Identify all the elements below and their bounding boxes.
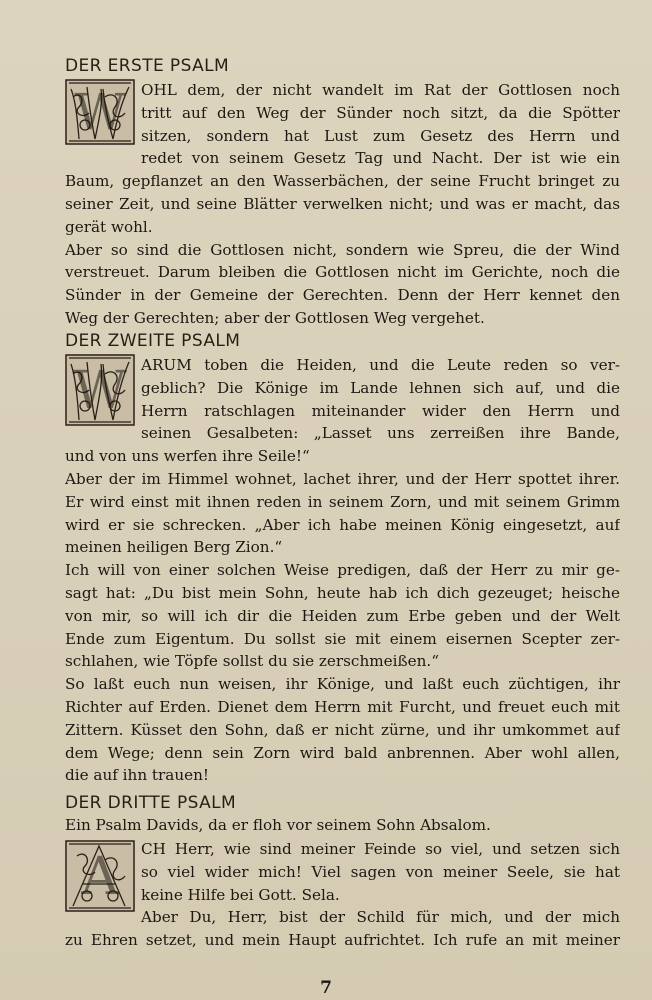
text-line: sitzen, sondern hat Lust zum Gesetz des Herrn und bbox=[141, 126, 620, 145]
text-line: von mir, so will ich dir die Heiden zum Erbe geben und der Welt bbox=[65, 606, 620, 625]
text-line: seinen Gesalbeten: „Lasset uns zerreißen ihre Bande, bbox=[141, 424, 620, 443]
text-line: Ich will von einer solchen Weise predigen, daß der Herr zu mir ge- bbox=[65, 561, 620, 580]
text-line: tritt auf den Weg der Sünder noch sitzt, da die Spötter bbox=[141, 103, 620, 122]
psalm-3-body bbox=[65, 838, 620, 952]
psalm-2-body bbox=[65, 354, 620, 787]
psalm-1-heading: DER ERSTE PSALM bbox=[65, 56, 230, 76]
psalm-1 bbox=[65, 55, 620, 327]
text-line: keine Hilfe bei Gott. Sela. bbox=[141, 885, 340, 904]
text-line: Aber Du, Herr, bist der Schild für mich, und der mich bbox=[141, 908, 620, 927]
text-line: redet von seinem Gesetz Tag und Nacht. Der ist wie ein bbox=[141, 149, 620, 168]
text-line: so viel wider mich! Viel sagen von meiner Seele, sie hat bbox=[141, 862, 620, 881]
text-line: meinen heiligen Berg Zion.“ bbox=[65, 538, 283, 557]
text-line: Herrn ratschlagen miteinander wider den Herrn und bbox=[141, 401, 620, 420]
text-line: dem Wege; denn sein Zorn wird bald anbrennen. Aber wohl allen, bbox=[65, 743, 620, 762]
text-line: wird er sie schrecken. „Aber ich habe meinen König eingesetzt, auf bbox=[65, 515, 620, 534]
text-line: zu Ehren setzet, und mein Haupt aufrichtet. Ich rufe an mit meiner bbox=[65, 931, 620, 950]
psalm-1-body bbox=[65, 79, 620, 330]
psalm-3-subtitle: Ein Psalm Davids, da er floh vor seinem Sohn Absalom. bbox=[65, 816, 491, 834]
text-line: Weg der Gerechten; aber der Gottlosen Weg vergehet. bbox=[65, 308, 485, 327]
text-line: OHL dem, der nicht wandelt im Rat der Gottlosen noch bbox=[141, 81, 620, 99]
text-line: die auf ihn trauen! bbox=[65, 766, 209, 785]
text-line: Aber so sind die Gottlosen nicht, sondern wie Spreu, die der Wind bbox=[65, 240, 620, 259]
psalm-3-initial-letter: A bbox=[81, 847, 119, 907]
psalm-2-heading: DER ZWEITE PSALM bbox=[65, 331, 241, 351]
psalm-3 bbox=[65, 792, 620, 950]
text-line: sagt hat: „Du bist mein Sohn, heute hab ich dich gezeuget; heische bbox=[65, 583, 620, 602]
text-line: So laßt euch nun weisen, ihr Könige, und laßt euch züchtigen, ihr bbox=[65, 675, 620, 694]
text-line: Ende zum Eigentum. Du sollst sie mit einem eisernen Scepter zer- bbox=[65, 629, 620, 648]
psalm-1-initial-letter: W bbox=[74, 83, 126, 141]
text-line: Er wird einst mit ihnen reden in seinem Zorn, und mit seinem Grimm bbox=[65, 492, 620, 511]
text-line: Baum, gepflanzet an den Wasserbächen, der seine Frucht bringet zu bbox=[65, 172, 620, 191]
text-line: geblich? Die Könige im Lande lehnen sich auf, und die bbox=[141, 378, 620, 397]
text-line: Richter auf Erden. Dienet dem Herrn mit Furcht, und freuet euch mit bbox=[65, 697, 620, 716]
psalm-3-heading: DER DRITTE PSALM bbox=[65, 793, 237, 813]
text-line: ARUM toben die Heiden, und die Leute reden so ver- bbox=[141, 356, 620, 374]
psalm-2 bbox=[65, 330, 620, 785]
text-line: Sünder in der Gemeine der Gerechten. Denn der Herr kennet den bbox=[65, 286, 620, 305]
text-line: Zittern. Küsset den Sohn, daß er nicht zürne, und ihr umkommet auf bbox=[65, 720, 620, 739]
text-line: Aber der im Himmel wohnet, lachet ihrer, und der Herr spottet ihrer. bbox=[65, 469, 620, 488]
psalm-2-initial-letter: W bbox=[73, 361, 127, 421]
page-number: 7 bbox=[320, 978, 332, 998]
text-line: gerät wohl. bbox=[65, 217, 153, 236]
text-line: CH Herr, wie sind meiner Feinde so viel, und setzen sich bbox=[141, 840, 620, 858]
text-line: und von uns werfen ihre Seile!“ bbox=[65, 447, 310, 466]
text-line: seiner Zeit, und seine Blätter verwelken nicht; und was er macht, das bbox=[65, 194, 620, 213]
text-line: schlahen, wie Töpfe sollst du sie zerschmeißen.“ bbox=[65, 652, 439, 671]
text-line: verstreuet. Darum bleiben die Gottlosen nicht im Gerichte, noch die bbox=[65, 263, 620, 282]
